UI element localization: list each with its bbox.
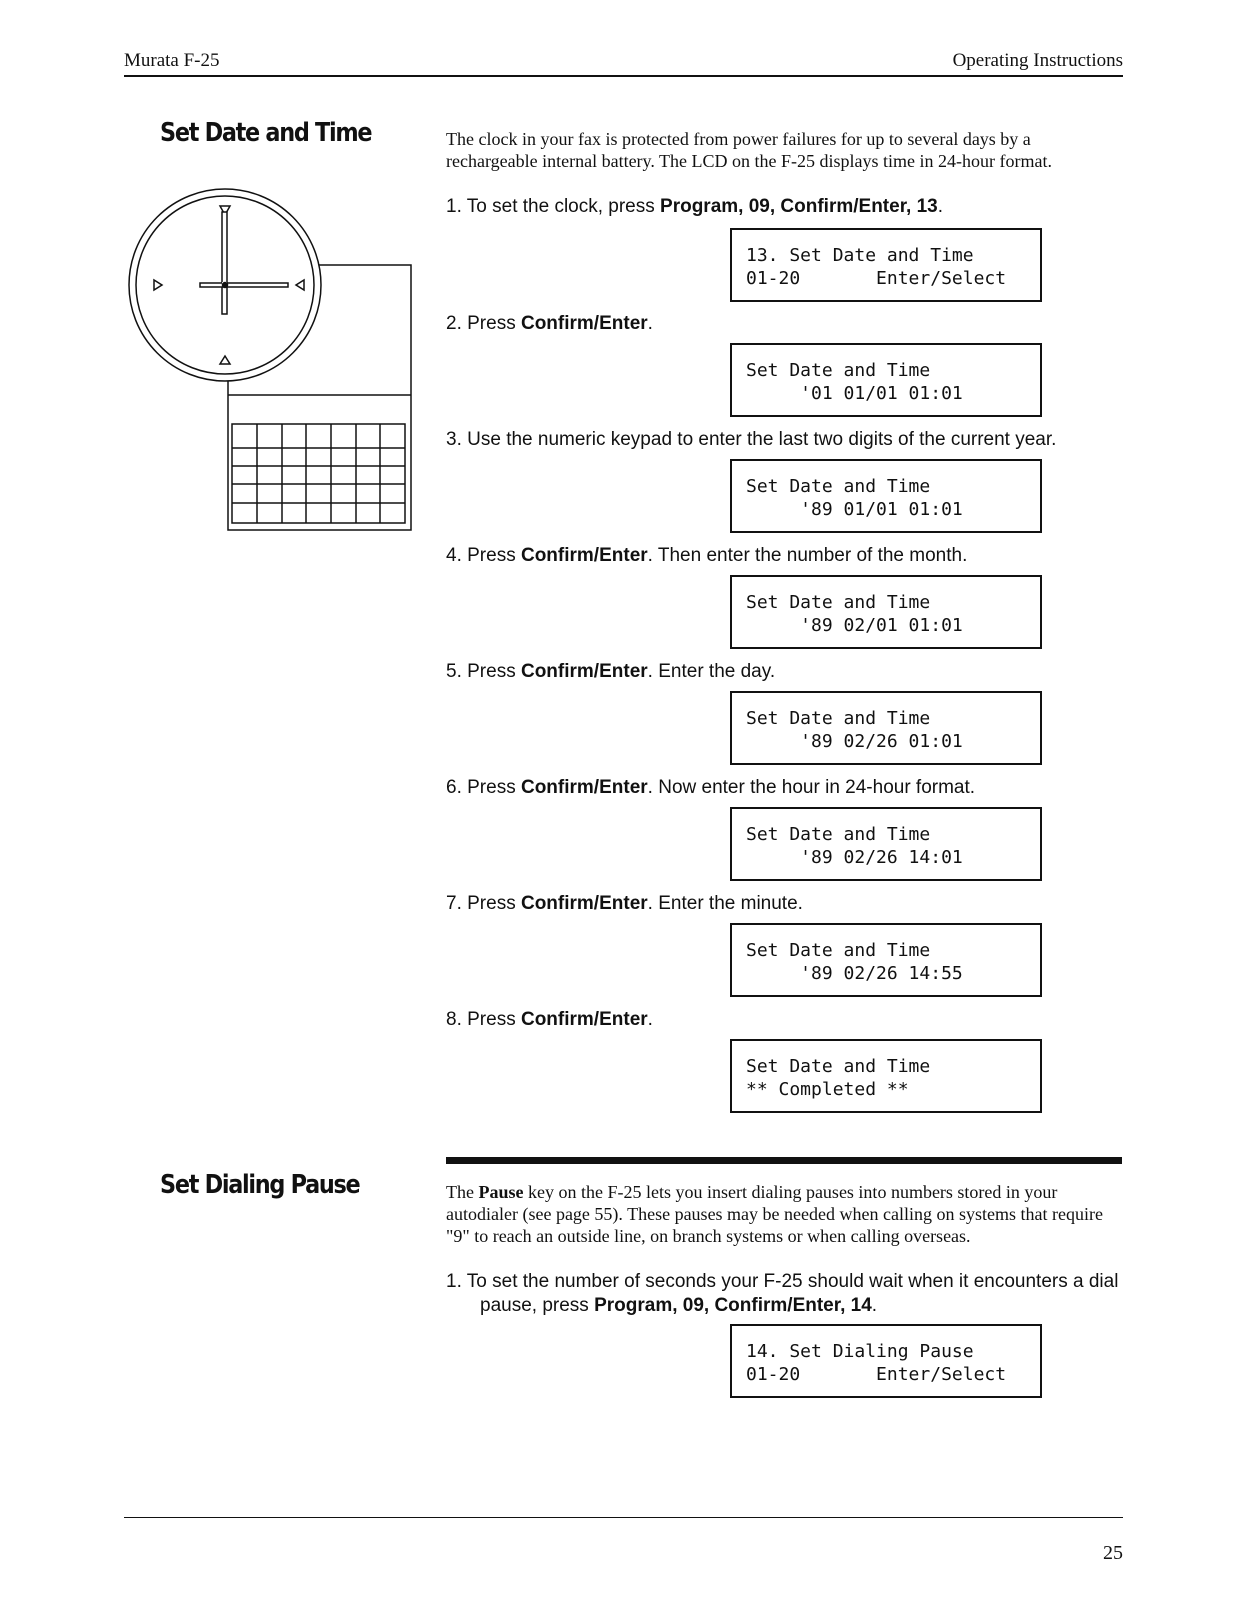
step-4: 4. Press Confirm/Enter. Then enter the number of the month.: [446, 545, 968, 566]
lcd-line-2: '89 01/01 01:01: [746, 499, 963, 520]
lcd-line-1: 13. Set Date and Time: [746, 245, 974, 266]
header-right: Operating Instructions: [952, 50, 1123, 71]
step-6: 6. Press Confirm/Enter. Now enter the hour in 24-hour format.: [446, 777, 976, 798]
header-left: Murata F-25: [124, 50, 220, 71]
step-8: 8. Press Confirm/Enter.: [446, 1009, 653, 1030]
lcd-line-1: Set Date and Time: [746, 708, 931, 729]
section1-intro: The clock in your fax is protected from power failures for up to several days by a rechargeable internal battery. The LCD on the F-25 displays time in 24-hour format.: [446, 129, 1052, 171]
step-3: 3. Use the numeric keypad to enter the last two digits of the current year.: [446, 429, 1057, 450]
calendar-grid: [232, 424, 405, 523]
lcd-line-1: Set Date and Time: [746, 592, 931, 613]
lcd-line-2: '89 02/26 14:01: [746, 847, 963, 868]
clock-hour-hand: [200, 283, 288, 287]
lcd-line-2: 01-20 Enter/Select: [746, 1364, 1007, 1385]
clock-minute-hand: [222, 212, 227, 314]
lcd-line-2: '89 02/01 01:01: [746, 615, 963, 636]
lcd-line-1: Set Date and Time: [746, 824, 931, 845]
lcd-display: [730, 459, 1042, 533]
section-title-dialing-pause: Set Dialing Pause: [160, 1170, 360, 1200]
header-rule: [124, 75, 1123, 77]
lcd-line-1: 14. Set Dialing Pause: [746, 1341, 974, 1362]
lcd-display: [730, 575, 1042, 649]
section2-intro: The Pause key on the F-25 lets you insert dialing pauses into numbers stored in your autodialer (see page 55). These pauses may be needed when calling on systems that require "9" to reach an outside line, on branch systems or when calling overseas.: [446, 1182, 1103, 1246]
lcd-line-2: ** Completed **: [746, 1079, 909, 1100]
dialing-step-1: 1. To set the number of seconds your F-25 should wait when it encounters a dial pause, press Program, 09, Confirm/Enter, 14.: [446, 1271, 1119, 1316]
lcd-line-1: Set Date and Time: [746, 940, 931, 961]
lcd-line-2: '89 02/26 14:55: [746, 963, 963, 984]
lcd-display: [730, 923, 1042, 997]
lcd-display: [730, 807, 1042, 881]
step-5: 5. Press Confirm/Enter. Enter the day.: [446, 661, 776, 682]
lcd-line-2: 01-20 Enter/Select: [746, 268, 1007, 289]
step-1: 1. To set the clock, press Program, 09, Confirm/Enter, 13.: [446, 196, 944, 217]
lcd-line-2: '89 02/26 01:01: [746, 731, 963, 752]
footer-rule: [124, 1517, 1123, 1518]
page-number: 25: [1103, 1542, 1123, 1564]
section-divider: [446, 1157, 1122, 1164]
clock-calendar-illustration: [128, 188, 418, 533]
step-7: 7. Press Confirm/Enter. Enter the minute.: [446, 893, 803, 914]
lcd-display: [730, 1039, 1042, 1113]
lcd-display: [730, 691, 1042, 765]
lcd-line-1: Set Date and Time: [746, 476, 931, 497]
lcd-line-1: Set Date and Time: [746, 1056, 931, 1077]
lcd-display: [730, 228, 1042, 302]
lcd-display: [730, 343, 1042, 417]
lcd-line-1: Set Date and Time: [746, 360, 931, 381]
section-title-date-time: Set Date and Time: [160, 118, 372, 148]
lcd-line-2: '01 01/01 01:01: [746, 383, 963, 404]
lcd-display: [730, 1324, 1042, 1398]
step-2: 2. Press Confirm/Enter.: [446, 313, 653, 334]
